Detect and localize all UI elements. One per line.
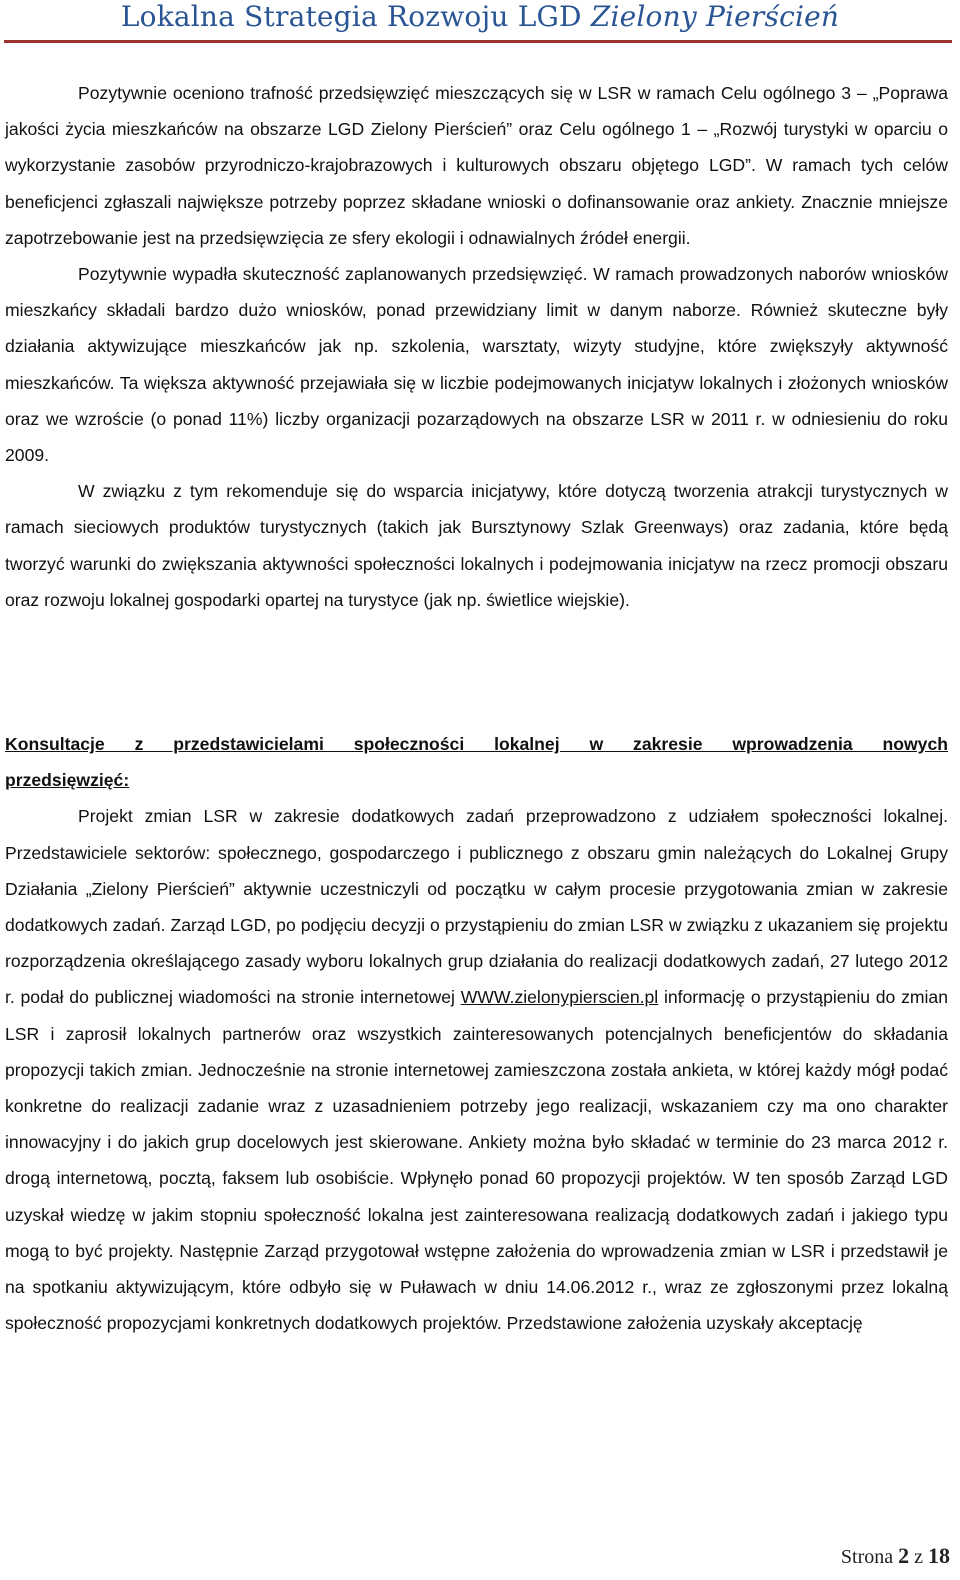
paragraph-recommendation: W związku z tym rekomenduje się do wsparcia inicjatywy, które dotyczą tworzenia atrakcji turystycznych w ramach sieciowych produktów turystycznych (takich jak Bursztynowy Szlak Greenways) oraz zadania, które będą tworzyć warunki do zwiększania aktywności społeczności lokalnych i podejmowania inicjatyw na rzecz promocji obszaru oraz rozwoju lokalnej gospodarki opartej na turystyce (jak np. świetlice wiejskie). [5, 481, 948, 610]
section-heading-line-1: Konsultacje z przedstawicielami społeczności lokalnej w zakresie wprowadzenia nowych [5, 734, 948, 755]
section-heading-line-2: przedsięwzięć: [5, 770, 130, 791]
header-title [0, 0, 960, 34]
paragraph-consultations [5, 798, 948, 1341]
document-body [5, 75, 948, 1342]
website-link[interactable]: WWW.zielonypierscien.pl [460, 987, 659, 1008]
paragraph-effectiveness: Pozytywnie wypadła skuteczność zaplanowanych przedsięwzięć. W ramach prowadzonych naborów wniosków mieszkańcy składali bardzo dużo wniosków, ponad przewidziany limit w danym naborze. Również skuteczne były działania aktywizujące mieszkańców jak np. szkolenia, warsztaty, wizyty studyjne, które zwiększyły aktywność mieszkańców. Ta większa aktywność przejawiała się w liczbie podejmowanych inicjatyw lokalnych i złożonych wniosków oraz we wzroście (o ponad 11%) liczby organizacji pozarządowych na obszarze LSR w 2011 r. w odniesieniu do roku 2009. [5, 264, 948, 466]
paragraph-consultations-text-2: informację o przystąpieniu do zmian LSR i zaprosił lokalnych partnerów oraz wszystkich zainteresowanych potencjalnych beneficjentów do składania propozycji takich zmian. Jednocześnie na stronie internetowej zamieszczona została ankieta, w której każdy mógł podać konkretne do realizacji zadanie wraz z uzasadnieniem potrzeby jego realizacji, wskazaniem czy ma ono charakter innowacyjny i do jakich grup docelowych jest skierowane. Ankiety można było składać w terminie do 23 marca 2012 r. drogą internetową, pocztą, faksem lub osobiście. Wpłynęło ponad 60 propozycji projektów. W ten sposób Zarząd LGD uzyskał wiedzę w jakim stopniu społeczność lokalna jest zainteresowana realizacją dodatkowych zadań i jakiego typu mogą to być projekty. Następnie Zarząd przygotował wstępne założenia do wprowadzenia zmian w LSR i przedstawił je na spotkaniu aktywizującym, które odbyło się w Puławach w dniu 14.06.2012 r., wraz ze zgłoszonymi przez lokalną społeczność propozycjami konkretnych dodatkowych projektów. Przedstawione założenia uzyskały akceptację [5, 987, 948, 1334]
section-heading-consultations [5, 726, 948, 762]
page-number-footer [841, 1541, 950, 1572]
footer-page-word: Strona [840, 1546, 894, 1568]
footer-total-pages: 18 [928, 1543, 950, 1568]
header-title-lgd-name: Zielony Pierścień [590, 0, 840, 33]
section-spacer [5, 618, 948, 726]
paragraph-relevance: Pozytywnie oceniono trafność przedsięwzięć mieszczących się w LSR w ramach Celu ogólnego 3 – „Poprawa jakości życia mieszkańców na obszarze LGD Zielony Pierścień” oraz Celu ogólnego 1 – „Rozwój turystyki w oparciu o wykorzystanie zasobów przyrodniczo-krajobrazowych i kulturowych obszaru objętego LGD”. W ramach tych celów beneficjenci zgłaszali największe potrzeby poprzez składane wnioski o dofinansowanie oraz ankiety. Znacznie mniejsze zapotrzebowanie jest na przedsięwzięcia ze sfery ekologii i odnawialnych źródeł energii. [5, 83, 948, 248]
footer-current-page: 2 [898, 1543, 910, 1568]
section-heading-continuation [5, 762, 948, 798]
footer-of-word: z [914, 1546, 923, 1568]
paragraph-consultations-text-1: Projekt zmian LSR w zakresie dodatkowych zadań przeprowadzono z udziałem społeczności lokalnej. Przedstawiciele sektorów: społecznego, gospodarczego i publicznego z obszaru gmin należących do Lokalnej Grupy Działania „Zielony Pierścień” aktywnie uczestniczyli od początku w całym procesie przygotowania zmian w zakresie dodatkowych zadań. Zarząd LGD, po podjęciu decyzji o przystąpieniu do zmian LSR w związku z ukazaniem się projektu rozporządzenia określającego zasady wyboru lokalnych grup działania do realizacji dodatkowych zadań, 27 lutego 2012 r. podał do publicznej wiadomości na stronie internetowej [5, 806, 948, 1008]
header-title-main: Lokalna Strategia Rozwoju LGD [120, 0, 591, 33]
header-rule [4, 40, 952, 43]
